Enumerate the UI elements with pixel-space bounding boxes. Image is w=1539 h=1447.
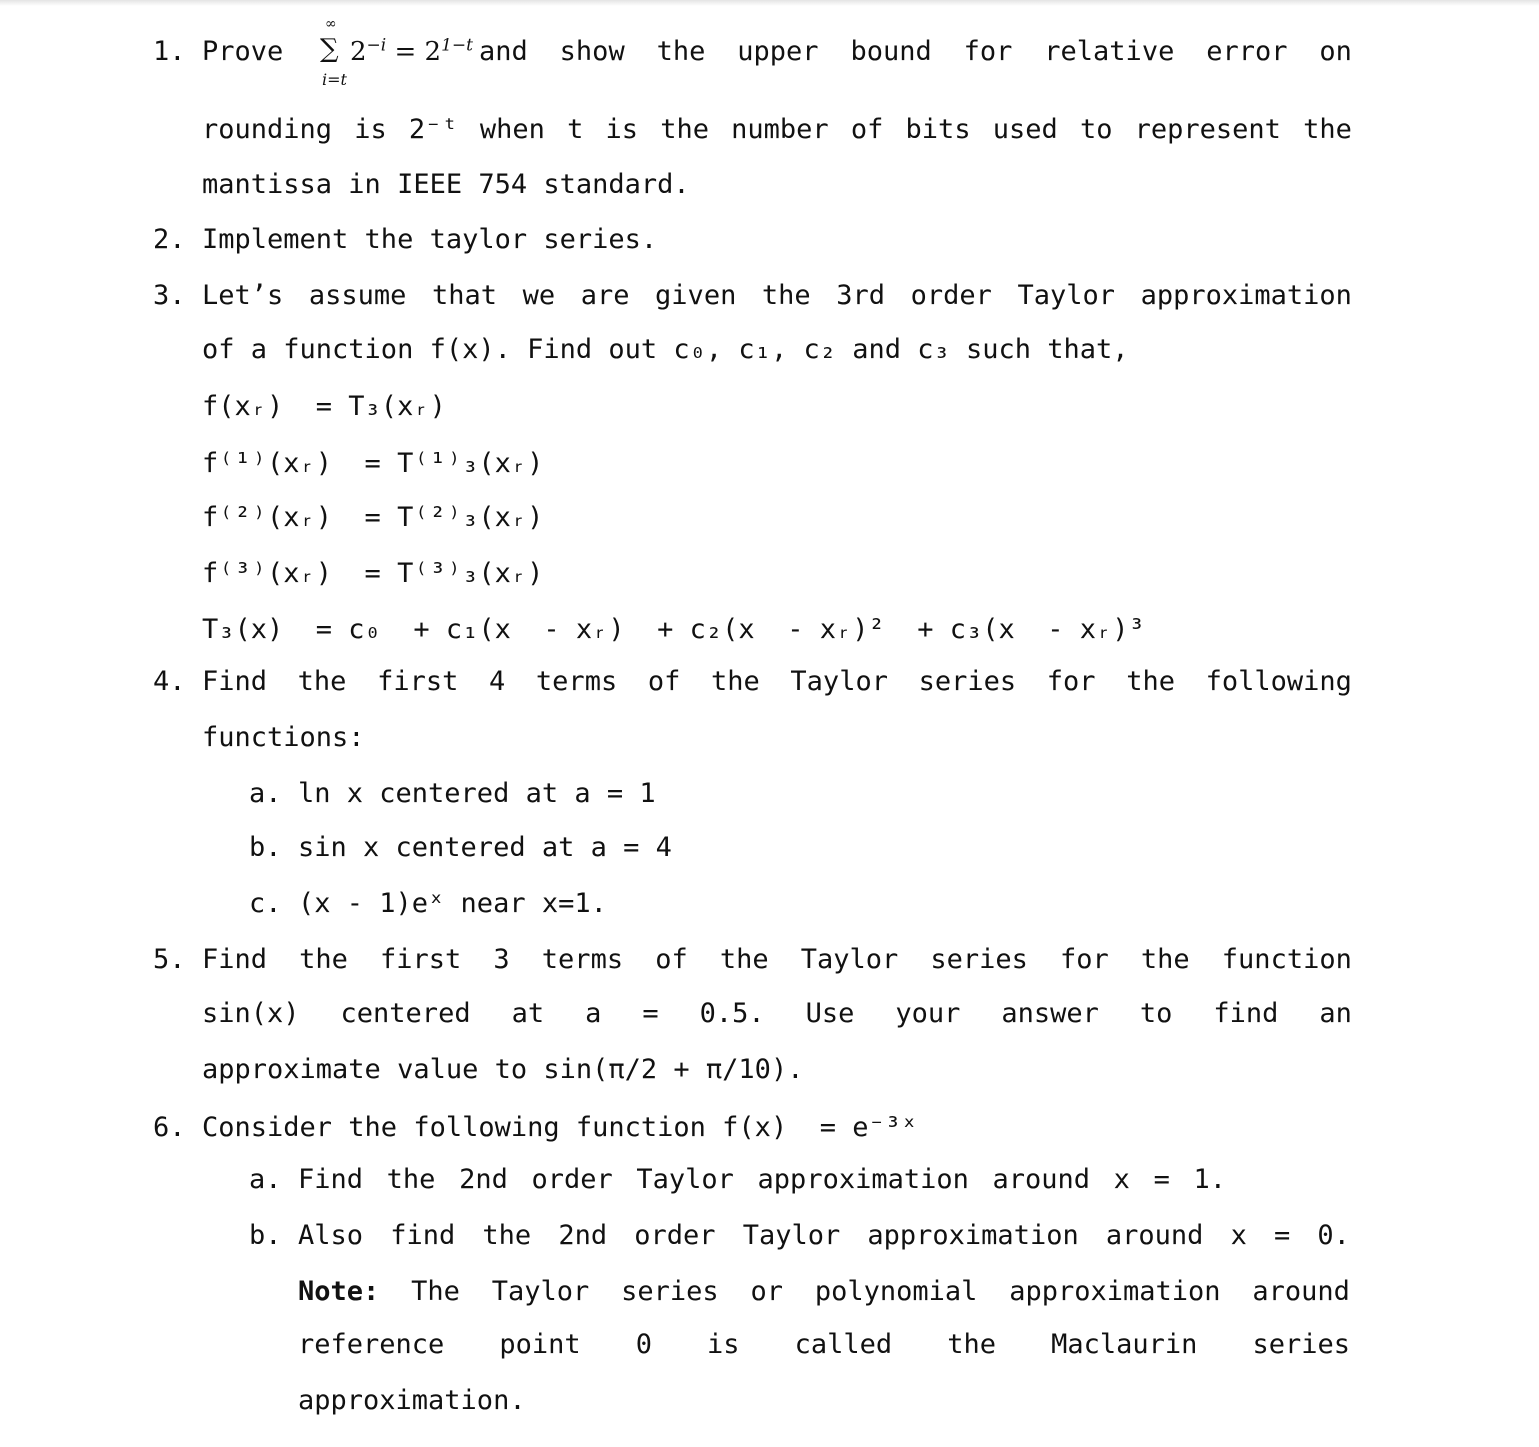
word: the — [947, 1329, 997, 1360]
sum-formula: $2^{-i} = 2^{1-t}$ — [350, 35, 473, 67]
word: The — [411, 1276, 460, 1307]
word: represent — [1134, 114, 1281, 145]
q4-item-c-text: (x - 1)eˣ near x=1. — [298, 888, 607, 919]
word: Taylor — [636, 1164, 734, 1195]
word: = — [1274, 1220, 1291, 1251]
word: find — [390, 1220, 456, 1251]
word: the — [1303, 114, 1352, 145]
word: series — [621, 1276, 719, 1307]
word: the — [1140, 944, 1190, 975]
word: error — [1206, 36, 1288, 67]
q6-line1: Consider the following function f(x) = e⁻³ˣ — [202, 1112, 918, 1143]
q2-text: Implement the taylor series. — [202, 224, 658, 255]
q3-eq5: T₃(x) = c₀ + c₁(x - xᵣ) + c₂(x - xᵣ)² + c₃(x - xᵣ)³ — [202, 614, 1145, 645]
word: terms — [535, 666, 618, 697]
word: we — [522, 280, 556, 311]
word: 2⁻ᵗ — [408, 114, 458, 145]
word: series — [930, 944, 1028, 975]
word: around — [1105, 1220, 1204, 1251]
word: 3 — [493, 944, 510, 975]
word: is — [354, 114, 387, 145]
q4-number: 4. — [153, 666, 186, 697]
q6-item-a-label: a. — [249, 1164, 282, 1195]
word: Find — [202, 666, 268, 697]
word: Taylor — [790, 666, 888, 697]
word: around — [1252, 1276, 1350, 1307]
word: for — [1046, 666, 1096, 697]
word: sin(x) — [202, 998, 300, 1029]
word: the — [660, 114, 709, 145]
word: the — [299, 944, 348, 975]
q6-note-line3: approximation. — [298, 1385, 526, 1416]
q4-line1 — [202, 665, 1352, 699]
word: relative — [1044, 36, 1175, 67]
word: around — [992, 1164, 1091, 1195]
word: when — [479, 114, 545, 145]
q1-number: 1. — [153, 36, 186, 67]
q5-line3: approximate value to sin(π/2 + π/10). — [202, 1054, 804, 1085]
word: and — [479, 36, 528, 67]
word: the — [386, 1164, 436, 1195]
q5-number: 5. — [153, 944, 186, 975]
word: for — [1060, 944, 1109, 975]
word: 0. — [1317, 1220, 1350, 1251]
word: Maclaurin — [1051, 1329, 1198, 1360]
word: approximation — [1140, 280, 1352, 311]
word: rounding — [202, 114, 333, 145]
word: answer — [1001, 998, 1099, 1029]
q4-line2: functions: — [202, 722, 365, 753]
q5-line1 — [202, 943, 1352, 977]
word: the — [656, 36, 706, 67]
q3-line1 — [202, 279, 1352, 313]
word: reference — [298, 1329, 445, 1360]
q1-line1 — [479, 35, 1352, 69]
q3-line2: of a function f(x). Find out c₀, c₁, c₂ and c₃ such that, — [202, 334, 1129, 365]
word: find — [1213, 998, 1279, 1029]
word: Also — [298, 1220, 364, 1251]
q2-number: 2. — [153, 224, 186, 255]
word: of — [850, 114, 884, 145]
word: is — [707, 1329, 740, 1360]
q6-number: 6. — [153, 1112, 186, 1143]
word: terms — [541, 944, 624, 975]
word: for — [963, 36, 1013, 67]
word: a — [585, 998, 602, 1029]
word: 3rd — [836, 280, 886, 311]
word: 2nd — [459, 1164, 508, 1195]
word: of — [647, 666, 681, 697]
word: function — [1221, 944, 1352, 975]
q3-number: 3. — [153, 280, 186, 311]
q5-line2 — [202, 997, 1352, 1031]
word: bound — [850, 36, 932, 67]
word: first — [380, 944, 462, 975]
q6-item-a-text — [298, 1163, 1226, 1197]
word: number — [731, 114, 829, 145]
word: the — [1126, 666, 1175, 697]
word: series — [918, 666, 1017, 697]
word: the — [719, 944, 769, 975]
q3-eq3: f⁽²⁾(xᵣ) = T⁽²⁾₃(xᵣ) — [202, 502, 544, 533]
q1-line2 — [202, 113, 1352, 147]
word: t — [567, 114, 584, 145]
word: that — [431, 280, 498, 311]
word: first — [377, 666, 459, 697]
word: an — [1319, 998, 1352, 1029]
word: approximation — [1009, 1276, 1221, 1307]
word: Find — [202, 944, 268, 975]
word: of — [655, 944, 688, 975]
q1-line3: mantissa in IEEE 754 standard. — [202, 169, 690, 200]
word: assume — [308, 280, 407, 311]
word: given — [655, 280, 737, 311]
word: your — [895, 998, 961, 1029]
word: approximation — [757, 1164, 969, 1195]
q4-item-a-text: ln x centered at a = 1 — [298, 778, 656, 809]
word: is — [605, 114, 639, 145]
word: Find — [298, 1164, 364, 1195]
q3-eq1: f(xᵣ) = T₃(xᵣ) — [202, 391, 446, 422]
word: used — [992, 114, 1058, 145]
word: = — [642, 998, 659, 1029]
word: following — [1205, 666, 1352, 697]
word: upper — [737, 36, 819, 67]
sigma-upper-limit: ∞ — [325, 16, 337, 32]
word: order — [634, 1220, 716, 1251]
word: to — [1139, 998, 1173, 1029]
word: Use — [805, 998, 855, 1029]
q4-item-c-label: c. — [249, 888, 282, 919]
word: Taylor — [800, 944, 899, 975]
word: series — [1252, 1329, 1350, 1360]
q1-prove: Prove — [202, 36, 284, 67]
word: the — [482, 1220, 532, 1251]
word: called — [794, 1329, 893, 1360]
word: or — [750, 1276, 783, 1307]
word: Let’s — [202, 280, 284, 311]
word: Taylor — [1017, 280, 1116, 311]
note-label: Note: — [298, 1276, 380, 1307]
word: = — [1153, 1164, 1170, 1195]
word: point — [499, 1329, 581, 1360]
word: Taylor — [742, 1220, 841, 1251]
word: 0 — [635, 1329, 652, 1360]
word: the — [761, 280, 811, 311]
sigma-lower-limit: i=t — [322, 70, 347, 89]
q4-item-b-label: b. — [249, 832, 282, 863]
word: order — [910, 280, 992, 311]
word: Taylor — [491, 1276, 590, 1307]
word: to — [1079, 114, 1113, 145]
word: are — [580, 280, 630, 311]
word: approximation — [867, 1220, 1079, 1251]
word: bits — [905, 114, 971, 145]
word: x — [1230, 1220, 1247, 1251]
word: order — [531, 1164, 613, 1195]
word: on — [1319, 36, 1352, 67]
q6-note-line1 — [298, 1275, 1350, 1309]
q4-item-a-label: a. — [249, 778, 282, 809]
q3-eq2: f⁽¹⁾(xᵣ) = T⁽¹⁾₃(xᵣ) — [202, 448, 544, 479]
word: the — [297, 666, 347, 697]
word: x — [1113, 1164, 1130, 1195]
word: show — [559, 36, 625, 67]
word: 1. — [1193, 1164, 1226, 1195]
word: at — [511, 998, 545, 1029]
q3-eq4: f⁽³⁾(xᵣ) = T⁽³⁾₃(xᵣ) — [202, 558, 544, 589]
word: polynomial — [814, 1276, 978, 1307]
q6-note-line2 — [298, 1328, 1350, 1362]
word: 0.5. — [699, 998, 765, 1029]
word: 2nd — [558, 1220, 608, 1251]
q4-item-b-text: sin x centered at a = 4 — [298, 832, 672, 863]
q6-item-b-label: b. — [249, 1220, 282, 1251]
word: 4 — [489, 666, 506, 697]
sigma-symbol: ∑ — [320, 34, 339, 64]
word: the — [711, 666, 760, 697]
q6-item-b-text — [298, 1219, 1350, 1253]
word: centered — [340, 998, 471, 1029]
